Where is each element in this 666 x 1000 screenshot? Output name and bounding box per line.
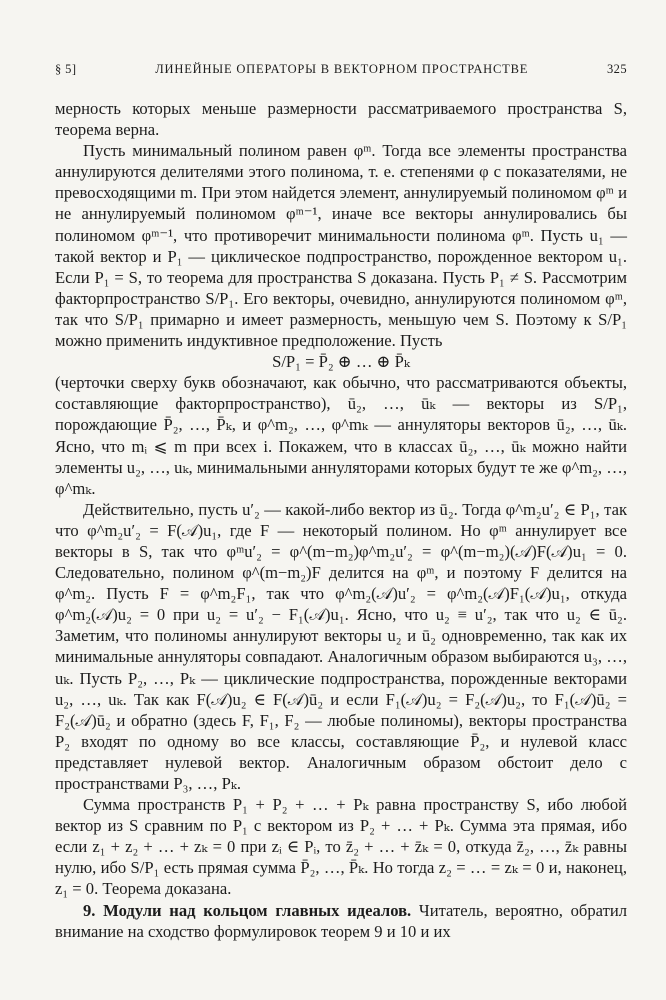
paragraph-1: мерность которых меньше размерности рассматриваемого пространства S, теорема верна. <box>55 99 627 140</box>
page-number: 325 <box>607 62 627 76</box>
running-title: ЛИНЕЙНЫЕ ОПЕРАТОРЫ В ВЕКТОРНОМ ПРОСТРАНСТВЕ <box>155 62 529 76</box>
running-header <box>55 62 627 77</box>
section-marker: § 5] <box>55 62 77 76</box>
paragraph-5: Сумма пространств P₁ + P₂ + … + Pₖ равна пространству S, ибо любой вектор из S сравним по P₁ с вектором из P₂ + … + Pₖ. Сумма эта прямая, ибо если z₁ + z₂ + … + zₖ = 0 при zᵢ ∈ Pᵢ, то z̄₂ + … + z̄ₖ = 0, откуда z̄₂, …, z̄ₖ равны нулю, ибо S/P₁ есть прямая сумма P̄₂, …, P̄ₖ. Но тогда z₂ = … = zₖ = 0 и, наконец, z₁ = 0. Теорема доказана. <box>55 795 627 899</box>
paragraph-2: Пусть минимальный полином равен φᵐ. Тогда все элементы пространства аннулируются делителями этого полинома, т. е. степенями φ с показателями, не превосходящими m. При этом найдется элемент, аннулируемый полиномом φᵐ и не аннулируемый полиномом φᵐ⁻¹, иначе все векторы аннулировались бы полиномом φᵐ⁻¹, что противоречит минимальности полинома φᵐ. Пусть u₁ — такой вектор и P₁ — циклическое подпространство, порожденное вектором u₁. Если P₁ = S, то теорема для пространства S доказана. Пусть P₁ ≠ S. Рассмотрим факторпространство S/P₁. Его векторы, очевидно, аннулируются полиномом φᵐ, так что S/P₁ примарно и имеет размерность, меньшую чем S. Поэтому к S/P₁ можно применить индуктивное предположение. Пусть <box>55 141 627 351</box>
paragraph-4: Действительно, пусть u′₂ — какой-либо вектор из ū₂. Тогда φ^m₂u′₂ ∈ P₁, так что φ^m₂u′₂ = F(𝒜)u₁, где F — некоторый полином. Но φᵐ аннулирует все векторы в S, так что φᵐu′₂ = φ^(m−m₂)φ^m₂u′₂ = φ^(m−m₂)(𝒜)F(𝒜)u₁ = 0. Следовательно, полином φ^(m−m₂)F делится на φᵐ, и поэтому F делится на φ^m₂. Пусть F = φ^m₂F₁, так что φ^m₂(𝒜)u′₂ = φ^m₂(𝒜)F₁(𝒜)u₁, откуда φ^m₂(𝒜)u₂ = 0 при u₂ = u′₂ − F₁(𝒜)u₁. Ясно, что u₂ ≡ u′₂, так что u₂ ∈ ū₂. Заметим, что полиномы аннулируют векторы u₂ и ū₂ одновременно, так как их минимальные аннуляторы совпадают. Аналогичным образом выбираются u₃, …, uₖ. Пусть P₂, …, Pₖ — циклические подпространства, порожденные векторами u₂, …, uₖ. Так как F(𝒜)u₂ ∈ F(𝒜)ū₂ и если F₁(𝒜)u₂ = F₂(𝒜)u₂, то F₁(𝒜)ū₂ = F₂(𝒜)ū₂ и обратно (здесь F, F₁, F₂ — любые полиномы), векторы пространства P₂ входят по одному во все классы, составляющие P̄₂, и нулевой класс представляет нулевой вектор. Аналогичным образом обстоит дело с пространствами P₃, …, Pₖ. <box>55 499 627 793</box>
page-body <box>55 98 627 942</box>
paragraph-6-text: Читатель, вероятно, обратил внимание на сходство формулировок теорем 9 и 10 и их <box>55 900 628 941</box>
display-formula: S/P₁ = P̄₂ ⊕ … ⊕ P̄ₖ <box>272 352 410 372</box>
paragraph-3: (черточки сверху букв обозначают, как обычно, что рассматриваются объекты, составляющие факторпространство), ū₂, …, ūₖ — векторы из S/P₁, порождающие P̄₂, …, P̄ₖ, и φ^m₂, …, φ^mₖ — аннуляторы векторов ū₂, …, ūₖ. Ясно, что mᵢ ⩽ m при всех i. Покажем, что в классах ū₂, …, ūₖ можно найти элементы u₂, …, uₖ, минимальными аннуляторами которых будут те же φ^m₂, …, φ^mₖ. <box>55 373 627 498</box>
paragraph-6 <box>55 900 627 942</box>
section-heading: 9. Модули над кольцом главных идеалов. <box>83 900 412 920</box>
